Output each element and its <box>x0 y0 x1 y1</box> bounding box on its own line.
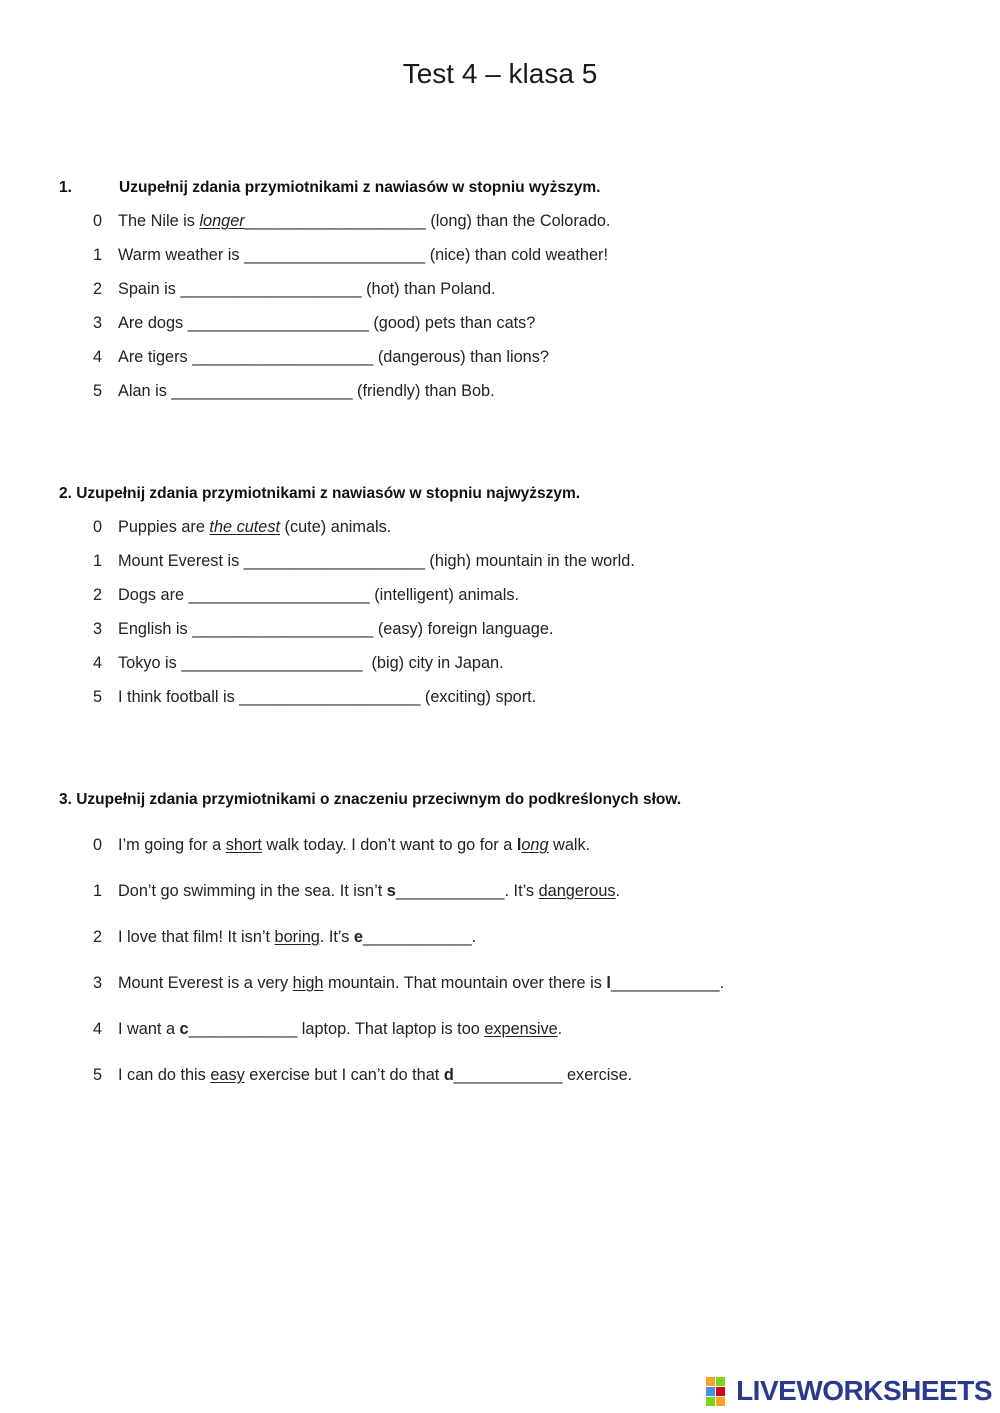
exercise-2-item-3: 3 English is ____________________ (easy) foreign language. <box>93 620 554 638</box>
liveworksheets-logo[interactable] <box>706 1374 992 1408</box>
answer-blank[interactable]: ____________ <box>610 974 720 992</box>
exercise-3-item-2: 2 I love that film! It isn’t boring. It’s e____________. <box>93 928 477 946</box>
exercise-1-item-0: 0 The Nile is longer____________________ (long) than the Colorado. <box>93 212 611 230</box>
section-1-heading <box>59 179 600 197</box>
underlined-word: dangerous <box>538 882 616 900</box>
answer-blank[interactable]: ____________________ <box>180 280 362 298</box>
answer-blank[interactable]: ____________ <box>188 1020 298 1038</box>
exercise-2-item-5: 5 I think football is ____________________ (exciting) sport. <box>93 688 537 706</box>
exercise-2-item-0: 0 Puppies are the cutest (cute) animals. <box>93 518 392 536</box>
exercise-2-item-4: 4 Tokyo is ____________________ (big) city in Japan. <box>93 654 504 672</box>
section-3-heading: 3. Uzupełnij zdania przymiotnikami o znaczeniu przeciwnym do podkreślonych słow. <box>59 791 682 808</box>
exercise-1-item-4: 4 Are tigers ____________________ (dangerous) than lions? <box>93 348 549 366</box>
answer-blank[interactable]: ____________ <box>395 882 505 900</box>
answer-blank[interactable]: ____________ <box>453 1066 563 1084</box>
exercise-1-item-2: 2 Spain is ____________________ (hot) than Poland. <box>93 280 496 298</box>
underlined-word: short <box>225 836 262 854</box>
answer-blank[interactable]: ____________ <box>362 928 472 946</box>
exercise-3-item-1: 1 Don’t go swimming in the sea. It isn’t s____________. It’s dangerous. <box>93 882 621 900</box>
answer-blank[interactable]: ____________________ <box>192 620 374 638</box>
liveworksheets-logo-icon <box>706 1377 732 1405</box>
answer-blank[interactable]: ____________________ <box>181 654 363 672</box>
exercise-1-item-1: 1 Warm weather is ____________________ (nice) than cold weather! <box>93 246 608 264</box>
exercise-1-item-5: 5 Alan is ____________________ (friendly) than Bob. <box>93 382 495 400</box>
underlined-word: easy <box>210 1066 245 1084</box>
example-answer: ong <box>521 836 549 854</box>
exercise-2-item-2: 2 Dogs are ____________________ (intelligent) animals. <box>93 586 520 604</box>
underlined-word: high <box>292 974 324 992</box>
exercise-3-item-5: 5 I can do this easy exercise but I can’t do that d____________ exercise. <box>93 1066 633 1084</box>
section-1-number: 1. <box>59 179 72 196</box>
underlined-word: expensive <box>484 1020 558 1038</box>
underlined-word: boring <box>274 928 320 946</box>
answer-blank[interactable]: ____________________ <box>187 314 369 332</box>
answer-blank[interactable]: ____________________ <box>188 586 370 604</box>
answer-blank[interactable]: ____________________ <box>243 552 425 570</box>
answer-blank[interactable]: ____________________ <box>239 688 421 706</box>
answer-blank[interactable]: ____________________ <box>244 246 426 264</box>
example-answer: the cutest <box>209 518 281 536</box>
exercise-3-item-3: 3 Mount Everest is a very high mountain. That mountain over there is l____________. <box>93 974 725 992</box>
answer-blank[interactable]: ____________________ <box>171 382 353 400</box>
exercise-1-item-3: 3 Are dogs ____________________ (good) pets than cats? <box>93 314 536 332</box>
answer-blank[interactable]: ____________________ <box>192 348 374 366</box>
liveworksheets-logo-text: LIVEWORKSHEETS <box>736 1375 992 1406</box>
exercise-3-item-0: 0 I’m going for a short walk today. I don’t want to go for a long walk. <box>93 836 591 854</box>
page-title: Test 4 – klasa 5 <box>402 58 598 89</box>
section-1-heading-text: Uzupełnij zdania przymiotnikami z nawiasów w stopniu wyższym. <box>119 179 601 196</box>
example-answer: longer <box>199 212 245 230</box>
exercise-2-item-1: 1 Mount Everest is ____________________ (high) mountain in the world. <box>93 552 635 570</box>
exercise-3-item-4: 4 I want a c____________ laptop. That laptop is too expensive. <box>93 1020 563 1038</box>
section-2-heading: 2. Uzupełnij zdania przymiotnikami z nawiasów w stopniu najwyższym. <box>59 485 581 502</box>
